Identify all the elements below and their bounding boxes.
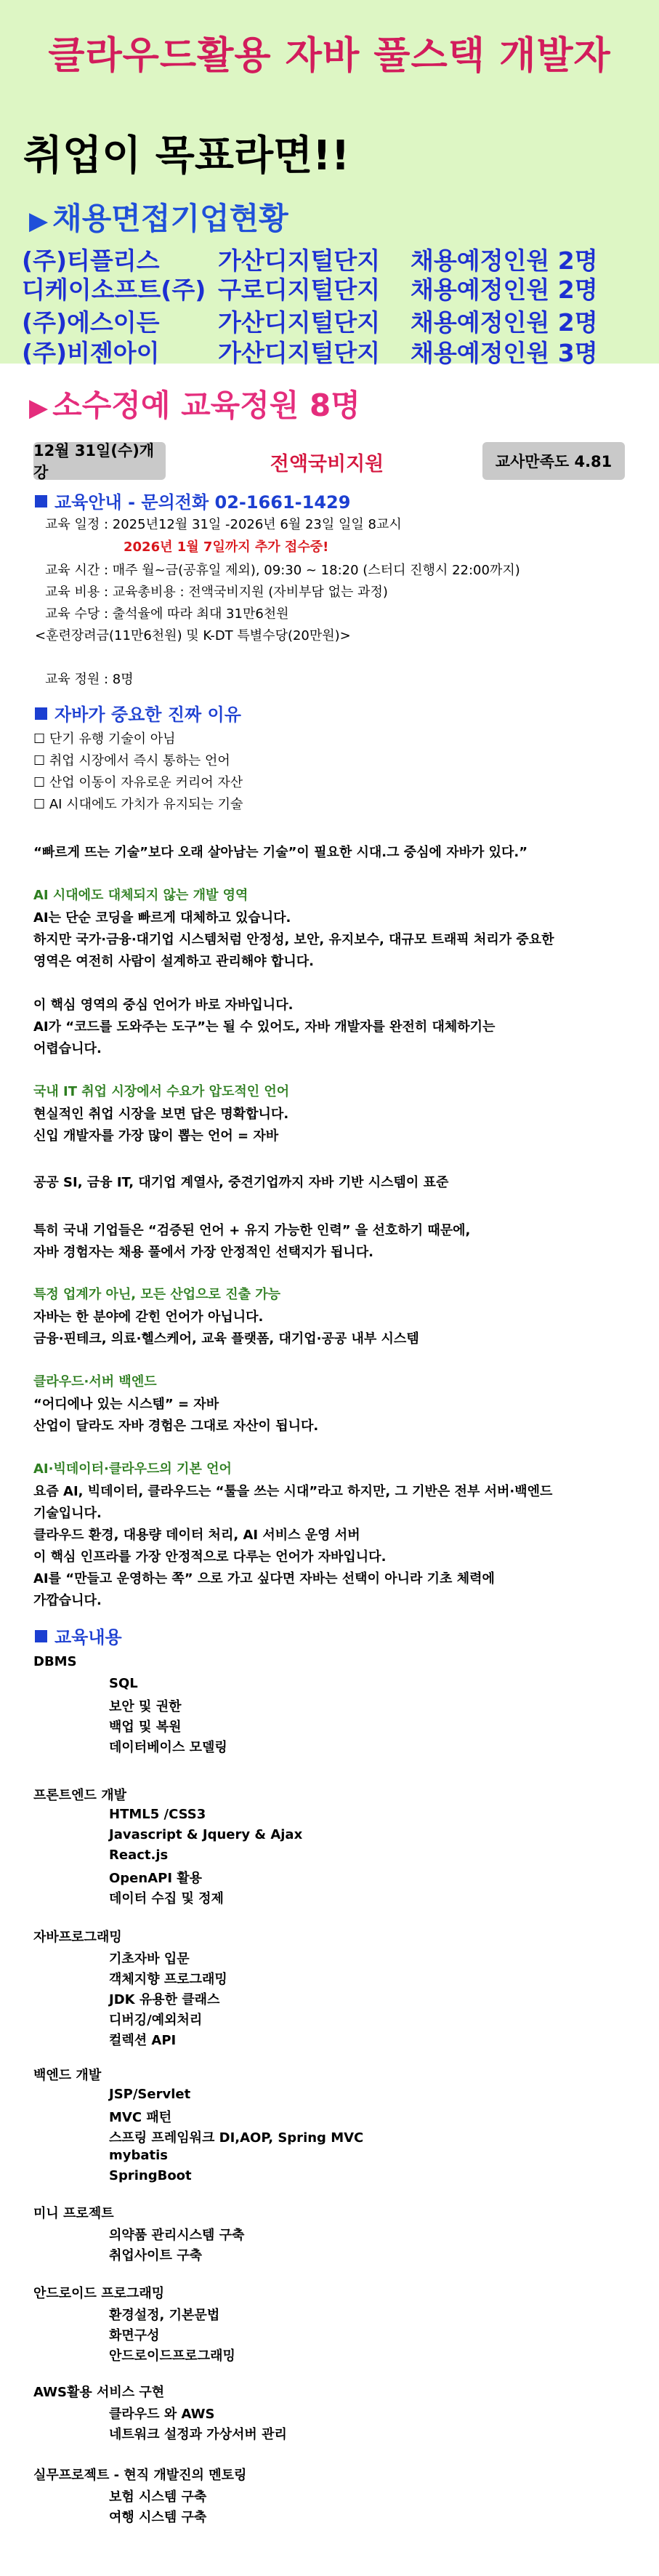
curriculum-heading: 교육내용	[35, 1623, 122, 1648]
checklist-item: ☐ 취업 시장에서 즉시 통하는 언어	[33, 753, 230, 769]
block-line: 요즘 AI, 빅데이터, 클라우드는 “툴을 쓰는 시대”라고 하지만, 그 기반은 전부 서버·백엔드	[33, 1484, 553, 1499]
curriculum-group: 프론트엔드 개발	[33, 1788, 126, 1803]
block-title: 클라우드·서버 백엔드	[33, 1374, 157, 1389]
checkbox-icon: ☐	[33, 731, 49, 747]
curriculum-item: 데이터베이스 모델링	[109, 1740, 227, 1755]
block-line: 특히 국내 기업들은 “검증된 언어 + 유지 가능한 인력” 을 선호하기 때문에,	[33, 1223, 471, 1238]
curriculum-item: MVC 패턴	[109, 2110, 172, 2125]
curriculum-group: 실무프로젝트 - 현직 개발진의 멘토링	[33, 2468, 247, 2483]
curriculum-item: 환경설정, 기본문법	[109, 2308, 220, 2323]
company-location: 가산디지털단지	[218, 246, 381, 275]
block-line: 어렵습니다.	[33, 1041, 102, 1056]
guide-allowance: 교육 수당 : 출석율에 따라 최대 31만6천원	[45, 606, 289, 622]
block-title: AI 시대에도 대체되지 않는 개발 영역	[33, 888, 248, 903]
curriculum-item: 기초자바 입문	[109, 1951, 190, 1967]
checklist-item: ☐ AI 시대에도 가치가 유지되는 기술	[33, 797, 243, 812]
curriculum-item: React.js	[109, 1847, 169, 1863]
guide-time: 교육 시간 : 매주 월~금(공휴일 제외), 09:30 ~ 18:20 (스터디 진행시 22:00까지)	[45, 563, 520, 578]
square-bullet-icon	[35, 1630, 47, 1642]
company-location: 가산디지털단지	[218, 339, 381, 367]
block-line: “어디에나 있는 시스템” = 자바	[33, 1397, 219, 1412]
block-line: AI가 “코드를 도와주는 도구”는 될 수 있어도, 자바 개발자를 완전히 대체하기는	[33, 1019, 496, 1035]
checklist-item: ☐ 산업 이동이 자유로운 커리어 자산	[33, 775, 243, 790]
guide-deadline: 2026년 1월 7일까지 추가 접수중!	[124, 539, 329, 555]
why-quote: “빠르게 뜨는 기술”보다 오래 살아남는 기술”이 필요한 시대.그 중심에 자바가 있다.”	[33, 845, 528, 860]
block-line: 산업이 달라도 자바 경험은 그대로 자산이 됩니다.	[33, 1419, 319, 1434]
checkbox-icon: ☐	[33, 797, 49, 812]
block-line: 클라우드 환경, 대용량 데이터 처리, AI 서비스 운영 서버	[33, 1528, 360, 1543]
company-hiring: 채용예정인원 2명	[411, 246, 598, 275]
block-line: 자바는 한 분야에 갇힌 언어가 아닙니다.	[33, 1309, 264, 1325]
curriculum-item: 네트워크 설정과 가상서버 관리	[109, 2427, 287, 2442]
company-hiring: 채용예정인원 2명	[411, 276, 598, 304]
checkbox-icon: ☐	[33, 775, 49, 790]
block-line: 하지만 국가·금융·대기업 시스템처럼 안정성, 보안, 유지보수, 대규모 트래픽 처리가 중요한	[33, 932, 554, 947]
block-line: AI는 단순 코딩을 빠르게 대체하고 있습니다.	[33, 910, 291, 926]
block-line: 이 핵심 영역의 중심 언어가 바로 자바입니다.	[33, 998, 294, 1013]
curriculum-item: 클라우드 와 AWS	[109, 2407, 215, 2422]
triangle-icon: ▶	[29, 206, 49, 236]
curriculum-item: 디버깅/예외처리	[109, 2013, 203, 2028]
curriculum-item: 취업사이트 구축	[109, 2248, 202, 2263]
checklist-item: ☐ 단기 유행 기술이 아님	[33, 731, 176, 747]
curriculum-item: 보험 시스템 구축	[109, 2489, 207, 2505]
guide-schedule: 교육 일정 : 2025년12월 31일 -2026년 6월 23일 일일 8교시	[45, 517, 402, 532]
curriculum-group: 미니 프로젝트	[33, 2206, 114, 2221]
block-line: 금융·핀테크, 의료·헬스케어, 교육 플랫폼, 대기업·공공 내부 시스템	[33, 1331, 419, 1347]
curriculum-group: 백엔드 개발	[33, 2068, 102, 2083]
why-heading: 자바가 중요한 진짜 이유	[35, 700, 241, 726]
curriculum-group: DBMS	[33, 1654, 77, 1669]
guide-cost: 교육 비용 : 교육총비용 : 전액국비지원 (자비부담 없는 과정)	[45, 585, 388, 600]
curriculum-item: 화면구성	[109, 2328, 160, 2343]
info-bar	[0, 442, 659, 483]
block-line: 이 핵심 인프라를 가장 안정적으로 다루는 언어가 자바입니다.	[33, 1549, 387, 1565]
block-line: 가깝습니다.	[33, 1593, 102, 1608]
curriculum-item: 의약품 관리시스템 구축	[109, 2228, 245, 2243]
curriculum-group: 안드로이드 프로그래밍	[33, 2286, 165, 2301]
block-line: 기술입니다.	[33, 1506, 102, 1521]
guide-heading: 교육안내 - 문의전화 02-1661-1429	[35, 488, 350, 513]
curriculum-group: AWS활용 서비스 구현	[33, 2385, 165, 2400]
block-line: 현실적인 취업 시장을 보면 답은 명확합니다.	[33, 1107, 289, 1122]
company-name: (주)비젠아이	[22, 339, 160, 367]
start-date-badge: 12월 31일(수)개강	[33, 442, 166, 480]
triangle-icon: ▶	[29, 393, 49, 422]
curriculum-item: JSP/Servlet	[109, 2087, 191, 2102]
curriculum-item: OpenAPI 활용	[109, 1871, 203, 1886]
small-class-notice: ▶ 소수정예 교육정원 8명	[29, 388, 360, 423]
curriculum-item: JDK 유용한 클래스	[109, 1992, 220, 2007]
curriculum-item: SQL	[109, 1676, 138, 1691]
company-name: 디케이소프트(주)	[22, 276, 206, 304]
block-line: 자바 경험자는 채용 풀에서 가장 안정적인 선택지가 됩니다.	[33, 1245, 374, 1260]
companies-heading: ▶ 채용면접기업현황	[29, 201, 288, 236]
curriculum-item: 안드로이드프로그래밍	[109, 2348, 235, 2364]
square-bullet-icon	[35, 707, 47, 720]
company-name: (주)에스이든	[22, 308, 160, 337]
curriculum-item: SpringBoot	[109, 2168, 192, 2183]
curriculum-item: HTML5 /CSS3	[109, 1807, 206, 1822]
curriculum-item: Javascript & Jquery & Ajax	[109, 1827, 303, 1842]
company-hiring: 채용예정인원 3명	[411, 339, 598, 367]
block-line: AI를 “만들고 운영하는 쪽” 으로 가고 싶다면 자바는 선택이 아니라 기초 체력에	[33, 1571, 495, 1586]
curriculum-item: 스프링 프레임워크 DI,AOP, Spring MVC	[109, 2130, 364, 2146]
headline: 취업이 목표라면!!	[23, 132, 350, 180]
block-title: 특정 업계가 아닌, 모든 산업으로 진출 가능	[33, 1287, 281, 1302]
block-title: AI·빅데이터·클라우드의 기본 언어	[33, 1461, 232, 1477]
guide-allowance-detail: <훈련장려금(11만6천원) 및 K-DT 특별수당(20만원)>	[35, 628, 351, 643]
curriculum-item: 보안 및 권한	[109, 1699, 182, 1714]
curriculum-item: 백업 및 복원	[109, 1720, 182, 1735]
guide-capacity: 교육 정원 : 8명	[45, 672, 134, 687]
company-location: 가산디지털단지	[218, 308, 381, 337]
block-line: 영역은 여전히 사람이 설계하고 관리해야 합니다.	[33, 954, 314, 969]
checkbox-icon: ☐	[33, 753, 49, 769]
curriculum-group: 자바프로그래밍	[33, 1930, 122, 1945]
block-line: 공공 SI, 금융 IT, 대기업 계열사, 중견기업까지 자바 기반 시스템이 표준	[33, 1175, 449, 1190]
funding-badge: 전액국비지원	[270, 453, 384, 476]
curriculum-item: 컬렉션 API	[109, 2033, 177, 2048]
company-name: (주)티플리스	[22, 246, 160, 275]
company-location: 구로디지털단지	[218, 276, 381, 304]
curriculum-item: 데이터 수집 및 정제	[109, 1891, 224, 1906]
company-hiring: 채용예정인원 2명	[411, 308, 598, 337]
square-bullet-icon	[35, 495, 47, 507]
page-title: 클라우드활용 자바 풀스택 개발자	[48, 34, 611, 78]
curriculum-item: 여행 시스템 구축	[109, 2510, 207, 2525]
block-line: 신입 개발자를 가장 많이 뽑는 언어 = 자바	[33, 1128, 279, 1144]
rating-badge: 교사만족도 4.81	[482, 442, 625, 480]
block-title: 국내 IT 취업 시장에서 수요가 압도적인 언어	[33, 1084, 290, 1099]
curriculum-item: 객체지향 프로그래밍	[109, 1972, 227, 1987]
curriculum-item: mybatis	[109, 2148, 169, 2163]
